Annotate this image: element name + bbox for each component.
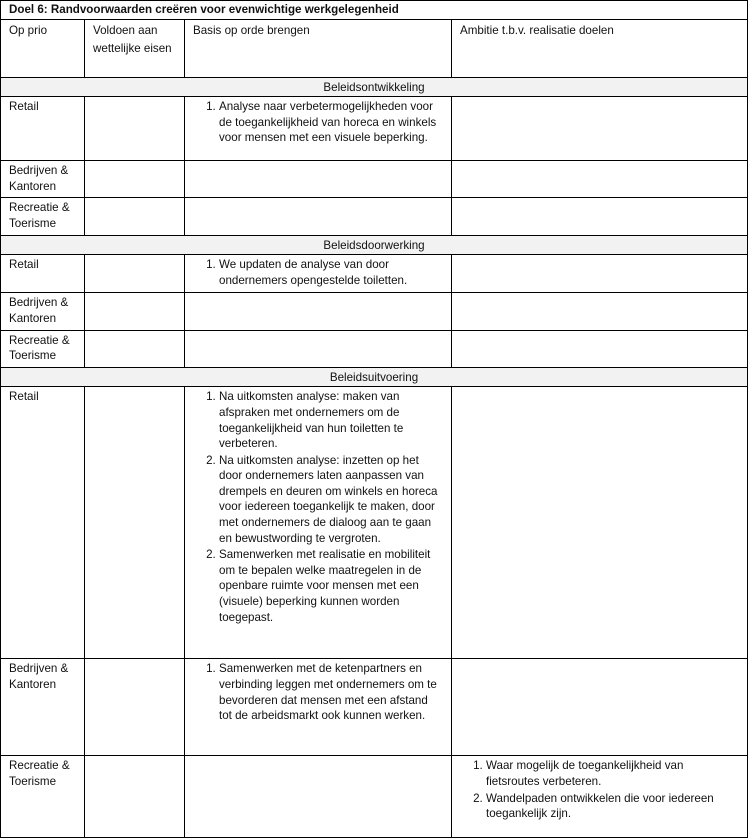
ambitie-cell — [452, 255, 748, 293]
list-item: 2. Samenwerken met realisatie en mobiliteit om te bepalen welke maatregelen in de openbare ruimte voor mensen met een (visuele) beperking kunnen worden toegepast. — [219, 547, 443, 625]
category-cell: Bedrijven & Kantoren — [1, 161, 85, 198]
list-item: 1. Samenwerken met de ketenpartners en verbinding leggen met ondernemers om te bevorderen dat mensen met een afstand tot de arbeidsmarkt ook kunnen werken. — [219, 661, 443, 723]
header-row — [1, 19, 748, 77]
category-cell: Bedrijven & Kantoren — [1, 293, 85, 330]
table-row — [1, 756, 748, 838]
wettelijke-eisen-cell — [85, 756, 185, 838]
list-item: 1. Na uitkomsten analyse: maken van afspraken met ondernemers om de toegankelijkheid van hun toiletten te verbeteren. — [219, 389, 443, 451]
title-row — [1, 1, 748, 20]
wettelijke-eisen-cell — [85, 97, 185, 161]
section-row — [1, 367, 748, 387]
basis-cell — [185, 756, 452, 838]
ambitie-cell — [452, 659, 748, 756]
table-row — [1, 255, 748, 293]
table-title: Doel 6: Randvoorwaarden creëren voor evenwichtige werkgelegenheid — [1, 1, 748, 20]
list-item: 1. Analyse naar verbetermogelijkheden voor de toegankelijkheid van horeca en winkels voor mensen met een visuele beperking. — [219, 99, 443, 146]
basis-list — [193, 99, 443, 146]
category-cell: Bedrijven & Kantoren — [1, 659, 85, 756]
wettelijke-eisen-cell — [85, 198, 185, 235]
basis-cell — [185, 161, 452, 198]
table-row — [1, 198, 748, 235]
list-item: 1. We updaten de analyse van door ondernemers opengestelde toiletten. — [219, 257, 443, 288]
basis-list — [193, 389, 443, 625]
section-title: Beleidsdoorwerking — [1, 235, 748, 255]
category-cell: Recreatie & Toerisme — [1, 330, 85, 367]
basis-cell — [185, 293, 452, 330]
section-title: Beleidsontwikkeling — [1, 77, 748, 97]
section-row — [1, 77, 748, 97]
category-cell: Retail — [1, 387, 85, 659]
ambitie-cell — [452, 198, 748, 235]
category-cell: Retail — [1, 255, 85, 293]
basis-cell — [185, 255, 452, 293]
table-row — [1, 293, 748, 330]
basis-cell — [185, 97, 452, 161]
basis-cell — [185, 387, 452, 659]
category-cell: Recreatie & Toerisme — [1, 198, 85, 235]
wettelijke-eisen-cell — [85, 161, 185, 198]
ambitie-cell — [452, 756, 748, 838]
wettelijke-eisen-cell — [85, 255, 185, 293]
table-row — [1, 97, 748, 161]
list-item: 2. Na uitkomsten analyse: inzetten op het door ondernemers laten aanpassen van drempels en deuren om winkels en horeca voor iedereen toegankelijk te maken, door met ondernemers de dialoog aan te gaan en bewustwording te vergroten. — [219, 453, 443, 547]
header-basis-op-orde: Basis op orde brengen — [185, 19, 452, 77]
basis-cell — [185, 659, 452, 756]
category-cell: Retail — [1, 97, 85, 161]
ambitie-cell — [452, 330, 748, 367]
table-row — [1, 161, 748, 198]
basis-list — [193, 257, 443, 288]
header-op-prio: Op prio — [1, 19, 85, 77]
table-row — [1, 330, 748, 367]
list-item: 1. Waar mogelijk de toegankelijkheid van fietsroutes verbeteren. — [486, 758, 739, 789]
table-row — [1, 387, 748, 659]
basis-cell — [185, 198, 452, 235]
ambitie-cell — [452, 387, 748, 659]
ambitie-cell — [452, 161, 748, 198]
list-item: 2. Wandelpaden ontwikkelen die voor iedereen toegankelijk zijn. — [486, 791, 739, 822]
wettelijke-eisen-cell — [85, 387, 185, 659]
header-wettelijke-eisen: Voldoen aan wettelijke eisen — [85, 19, 185, 77]
wettelijke-eisen-cell — [85, 330, 185, 367]
wettelijke-eisen-cell — [85, 659, 185, 756]
category-cell: Recreatie & Toerisme — [1, 756, 85, 838]
table-row — [1, 659, 748, 756]
ambitie-cell — [452, 293, 748, 330]
section-row — [1, 235, 748, 255]
wettelijke-eisen-cell — [85, 293, 185, 330]
ambitie-cell — [452, 97, 748, 161]
basis-list — [193, 661, 443, 723]
basis-cell — [185, 330, 452, 367]
header-ambitie: Ambitie t.b.v. realisatie doelen — [452, 19, 748, 77]
section-title: Beleidsuitvoering — [1, 367, 748, 387]
ambitie-list — [460, 758, 739, 821]
